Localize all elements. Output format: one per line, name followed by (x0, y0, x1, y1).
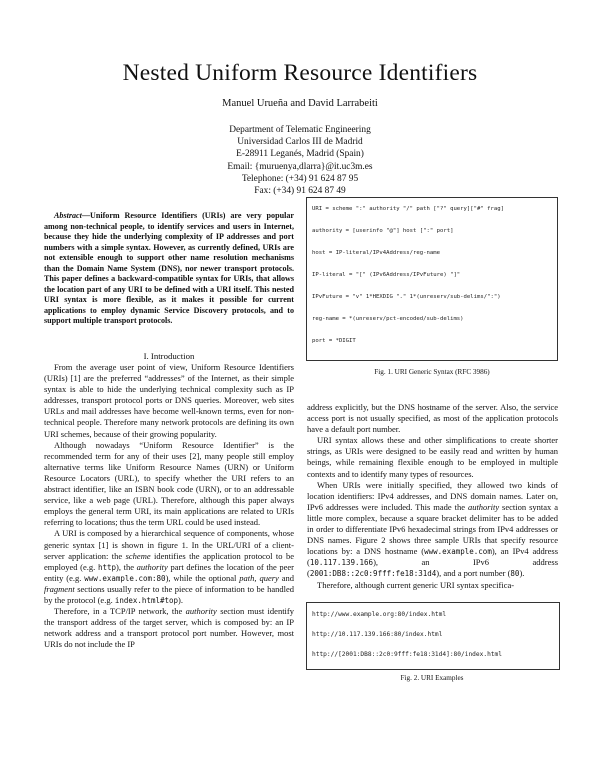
right-paragraph-3: When URIs were initially specified, they allowed two kinds of location identifiers: IPv4 addresses, and DNS domain names. Later on, IPv6 addresses were included. This made the authority section syntax a little more complex, because a square bracket delimiter has to be added in order to differentiate IPv6 hexadecimal strings from IPv4 addresses or DNS names. Figure 2 shows three sample URIs that specify resource locations by: a DNS hostname (www.example.com), an IPv4 address (10.117.139.166), an IPv6 address (2001:DB8::2c0:9fff:fe18:31d4), and a port number (80). (307, 479, 558, 579)
code-line: reg-name = *(unreserv/pct-encoded/sub-delims) (312, 316, 464, 322)
intro-right-column (307, 402, 558, 591)
figure-2-url-box (306, 602, 560, 670)
affiliation-telephone: Telephone: (+34) 91 624 87 95 (241, 173, 359, 184)
code-line: port = *DIGIT (312, 338, 356, 344)
section-heading-text: I. Introduction (143, 351, 195, 361)
affiliation-address: E-28911 Leganés, Madrid (Spain) (236, 149, 364, 160)
affiliation-fax: Fax: (+34) 91 624 87 49 (254, 186, 346, 197)
code-line: IPvFuture = "v" 1*HEXDIG "." 1*(unreserv/sub-delims/":") (312, 294, 501, 300)
intro-left-column (44, 362, 294, 650)
code-line: URI = scheme ":" authority "/" path ["?" query]["#" frag] (312, 206, 504, 212)
abstract-dash: — (81, 211, 90, 220)
abstract-text: Uniform Resource Identifiers (URIs) are very popular among non-technical people, to identify services and users in Internet, because they hide the underlying complexity of IP addresses and port numbers with a simple syntax. However, as currently defined, URIs are not extensible enough to support other name resolution mechanisms than the Domain Name System (DNS), nor newer transport protocols. This paper defines a backward-compatible syntax for URIs, that allows the location part of any URI to be defined with a URI itself. This nested URI syntax is more flexible, as it makes it possible for current applications to employ dynamic Service Discovery protocols, and to support multiple transport protocols. (44, 211, 294, 325)
url-line: http://10.117.139.166:80/index.html (312, 631, 443, 638)
affiliation-email: Email: {muruenya,dlarra}@it.uc3m.es (227, 161, 373, 172)
figure-2-caption: Fig. 2. URI Examples (400, 674, 464, 682)
abstract-label: Abstract (54, 211, 82, 220)
paper-title: Nested Uniform Resource Identifiers (122, 60, 478, 86)
authors: Manuel Urueña and David Larrabeiti (222, 98, 378, 109)
right-paragraph-2: URI syntax allows these and other simplifications to create shorter strings, as URIs were designed to be easily read and written by human beings, while remaining flexible enough to be employed in multiple contexts and to identify many types of resources. (307, 435, 558, 479)
figure-1-caption: Fig. 1. URI Generic Syntax (RFC 3986) (374, 368, 490, 376)
code-line: authority = [userinfo "@"] host [":" port] (312, 228, 454, 234)
abstract (44, 211, 294, 327)
affiliation (0, 124, 600, 197)
affiliation-univ: Universidad Carlos III de Madrid (237, 137, 363, 148)
code-line: host = IP-literal/IPv4Address/reg-name (312, 250, 440, 256)
intro-paragraph-4: Therefore, in a TCP/IP network, the authority section must identify the transport address of the target server, which is composed by: an IP network address and a transport protocol port number. However, most URIs do not include the IP (44, 606, 294, 650)
url-line: http://[2001:DB8::2c0:9fff:fe18:31d4]:80/index.html (312, 651, 502, 658)
affiliation-dept: Department of Telematic Engineering (229, 125, 371, 135)
intro-paragraph-3: A URI is composed by a hierarchical sequence of components, whose generic syntax [1] is shown in figure 1. In the URL/URI of a client-server application: the scheme identifies the application protocol to be employed (e.g. http), the authority part defines the location of the peer entity (e.g. www.example.com:80), while the optional path, query and fragment sections usually refer to the piece of information to be handled by the protocol (e.g. index.html#top). (44, 528, 295, 605)
url-line: http://www.example.org:80/index.html (312, 611, 447, 618)
right-paragraph-4: Therefore, although current generic URI syntax specifica- (317, 579, 515, 590)
figure-1-code-box (306, 197, 558, 361)
intro-paragraph-2: Although nowadays “Uniform Resource Identifier” is the recommended term for any of their uses [2], many people still employ alternative terms like Uniform Resource Names (URN) or Uniform Resource Locators (URL), to specify whether the URI refers to an abstract identifier, like an ISBN book code (URN), or to an addressable service, like a web page (URL). Therefore, although this paper always employs the general term URI, its main applications are related to URIs referring to locations; thus the term URL could be used instead. (44, 439, 294, 528)
right-paragraph-1: address explicitly, but the DNS hostname of the server. Also, the service access port is not usually specified, as most of the application protocols have a default port number. (307, 402, 558, 435)
intro-paragraph-1: From the average user point of view, Uniform Resource Identifiers (URIs) [1] are the preferred “addresses” of the Internet, as their simple syntax is able to hide the underlying technical complexity such as IP addresses, transport protocol ports or DNS queries. Moreover, web sites URLs and mail addresses have become well-known terms, even for non-technical people. Therefore many network protocols are defining its own URI schemes, because of their growing popularity. (44, 362, 294, 439)
code-line: IP-literal = "[" (IPv6Address/IPvFuture) "]" (312, 272, 461, 278)
section-heading-introduction (44, 351, 294, 361)
